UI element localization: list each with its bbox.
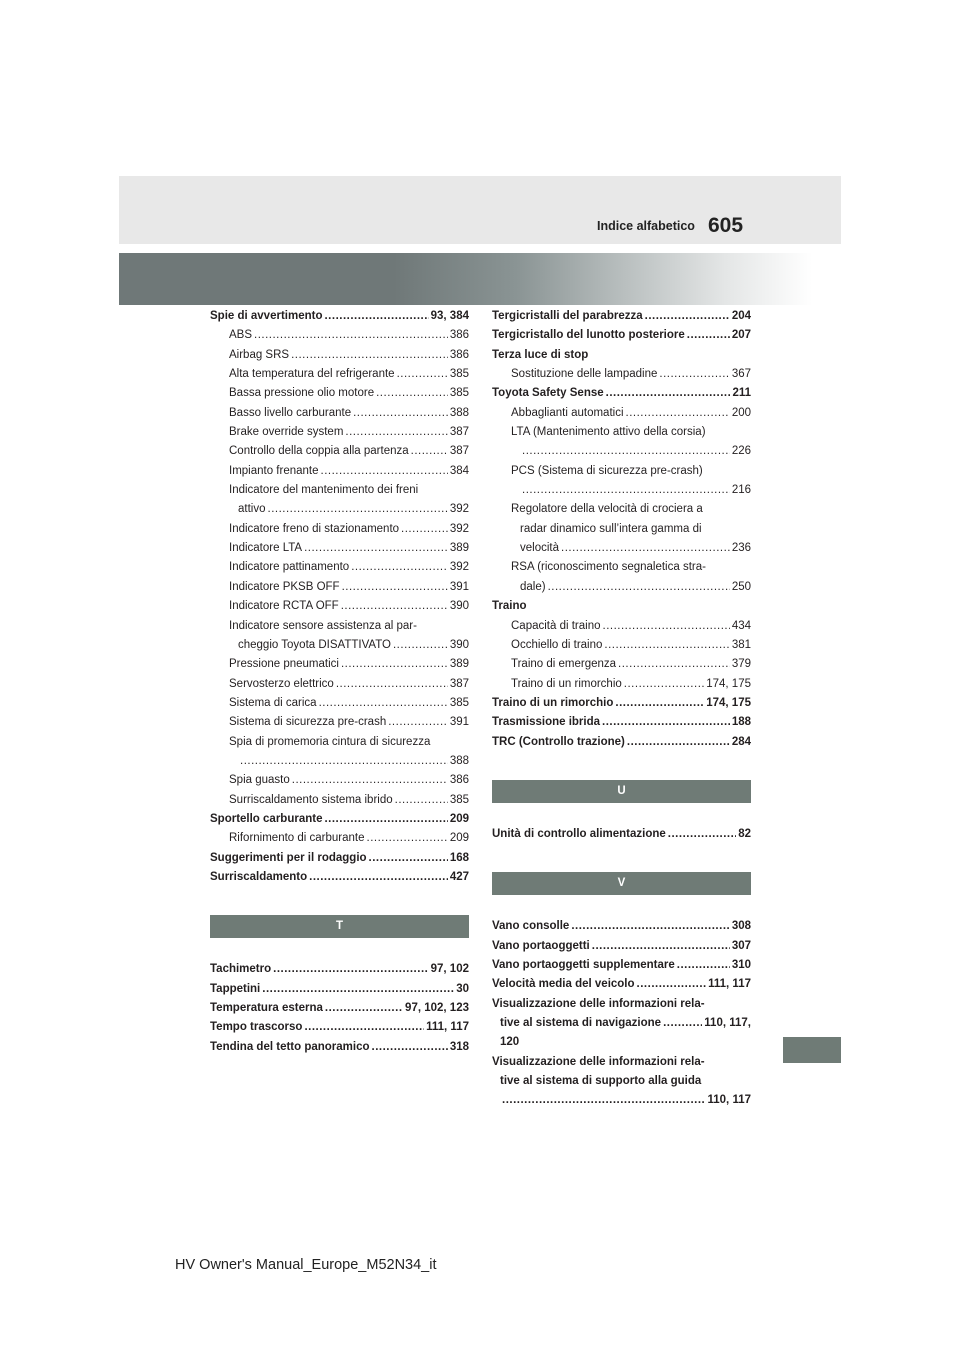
entry-text: Brake override system [229, 426, 344, 439]
dot-leader [604, 636, 729, 655]
page-reference: 392 [449, 561, 469, 574]
dot-leader [268, 500, 448, 519]
dot-leader [627, 733, 730, 752]
index-subentry [210, 520, 469, 539]
index-entry [492, 694, 751, 713]
dot-leader [502, 1091, 706, 1110]
index-subentry [210, 771, 469, 790]
entry-text: cheggio Toyota DISATTIVATO [238, 638, 391, 651]
dot-leader [345, 423, 447, 442]
dot-leader [677, 956, 730, 975]
entry-text: Indicatore freno di stazionamento [229, 522, 400, 535]
page-reference: 387 [449, 677, 469, 690]
index-entry [492, 917, 751, 936]
page-reference: 384 [449, 464, 469, 477]
entry-text: Vano portaoggetti supplementare [492, 958, 675, 971]
entry-text: Sistema di sicurezza pre-crash [229, 716, 387, 729]
dot-leader [240, 752, 448, 771]
dot-leader [342, 578, 448, 597]
page-reference: 188 [731, 716, 751, 729]
index-subentry [492, 655, 751, 674]
entry-text: Traino di un rimorchio [492, 696, 614, 709]
page-reference: 386 [449, 774, 469, 787]
page-reference: 250 [731, 580, 751, 593]
dot-leader [603, 617, 730, 636]
page-reference: 385 [449, 387, 469, 400]
index-entry: Terza luce di stop [492, 348, 589, 361]
entry-text: Tergicristalli del parabrezza [492, 310, 643, 322]
section-header-v: V [492, 872, 751, 895]
dot-leader [561, 539, 730, 558]
index-subentry [210, 539, 469, 558]
index-entry-continuation: radar dinamico sull’intera gamma di [520, 522, 702, 535]
index-entry-continuation: 120 [500, 1036, 520, 1049]
index-entry: Visualizzazione delle informazioni rela- [492, 1055, 705, 1068]
entry-text: Indicatore RCTA OFF [229, 600, 339, 613]
index-subentry [210, 558, 469, 577]
entry-text: Temperatura esterna [210, 1002, 323, 1014]
dot-leader [645, 307, 730, 326]
entry-text: Unità di controllo alimentazione [492, 827, 666, 840]
entry-text: Pressione pneumatici [229, 658, 339, 671]
dot-leader [668, 825, 736, 844]
page-reference: 97, 102 [430, 963, 469, 976]
page-reference: 207 [731, 329, 751, 342]
entry-text: Vano portaoggetti [492, 939, 590, 952]
index-entry [492, 937, 751, 956]
entries-s-group [210, 307, 469, 887]
index-entry-continuation [492, 578, 751, 597]
index-entry [210, 810, 469, 829]
dot-leader [411, 442, 448, 461]
index-entry [210, 307, 469, 326]
index-entry [492, 307, 751, 326]
dot-leader [309, 868, 448, 887]
page-reference: 390 [449, 638, 469, 651]
entry-text: Bassa pressione olio motore [229, 387, 375, 400]
entry-text: Sostituzione delle lampadine [511, 368, 658, 381]
entry-text: Tergicristallo del lunotto posteriore [492, 329, 685, 342]
entry-text: Vano consolle [492, 920, 570, 933]
index-subentry: RSA (riconoscimento segnaletica stra- [511, 561, 706, 574]
page-reference: 204 [731, 310, 751, 322]
page-reference: 385 [449, 696, 469, 709]
dot-leader [324, 810, 447, 829]
entry-text: Surriscaldamento sistema ibrido [229, 793, 393, 806]
index-subentry [210, 655, 469, 674]
page-reference: 388 [449, 406, 469, 419]
entry-text: Airbag SRS [229, 348, 290, 361]
entry-text: Capacità di traino [511, 619, 601, 632]
page-reference: 310 [731, 958, 751, 971]
entries-u-group [492, 825, 751, 844]
entry-text: Indicatore pattinamento [229, 561, 350, 574]
entry-text: Tachimetro [210, 963, 272, 976]
index-entry-continuation [492, 481, 751, 500]
index-subentry [210, 597, 469, 616]
dot-leader [376, 384, 448, 403]
index-entry-continuation: tive al sistema di supporto alla guida [500, 1075, 702, 1087]
dot-leader [548, 578, 730, 597]
entry-text: Traino di emergenza [511, 658, 617, 671]
index-subentry [210, 713, 469, 732]
page-reference: 381 [731, 638, 751, 651]
page-reference: 211 [732, 387, 751, 400]
dot-leader [367, 829, 448, 848]
page-reference: 93, 384 [430, 310, 469, 322]
entry-text: Toyota Safety Sense [492, 387, 604, 400]
header-band [119, 253, 841, 305]
dot-leader [571, 917, 729, 936]
entry-text: Controllo della coppia alla partenza [229, 445, 409, 458]
entry-text: Tendina del tetto panoramico [210, 1040, 370, 1053]
index-subentry [210, 829, 469, 848]
page-reference: 209 [449, 812, 469, 825]
section-header-u: U [492, 780, 751, 803]
entry-text: Abbaglianti automatici [511, 406, 624, 419]
index-subentry [492, 365, 751, 384]
dot-leader [624, 675, 704, 694]
index-subentry [492, 404, 751, 423]
page-reference: 236 [731, 542, 751, 555]
index-column-left [210, 307, 469, 1057]
page-reference: 111, 117 [426, 1021, 469, 1034]
index-entry [492, 956, 751, 975]
page-reference: 226 [731, 445, 751, 458]
entry-text: Surriscaldamento [210, 870, 308, 883]
header-title: Indice alfabetico [597, 219, 695, 233]
index-entry [210, 999, 469, 1018]
entry-text: Trasmissione ibrida [492, 716, 601, 729]
page-reference: 209 [449, 832, 469, 845]
dot-leader [319, 694, 448, 713]
page-reference: 318 [449, 1040, 469, 1053]
page-reference: 386 [449, 348, 469, 361]
dot-leader [292, 771, 448, 790]
index-entry [492, 825, 751, 844]
page-number: 605 [708, 214, 744, 237]
page-reference: 110, 117 [707, 1094, 751, 1107]
index-subentry [210, 442, 469, 461]
entry-text: Rifornimento di carburante [229, 832, 365, 845]
entry-text: Velocità media del veicolo [492, 978, 635, 991]
entry-text: Traino di un rimorchio [511, 677, 622, 690]
page-reference: 385 [449, 793, 469, 806]
entry-text: Indicatore PKSB OFF [229, 580, 340, 593]
entries-t-group [210, 960, 469, 1057]
page-reference: 200 [731, 406, 751, 419]
index-subentry [210, 346, 469, 365]
entries-t-cont-group [492, 307, 751, 752]
page-reference: 389 [449, 542, 469, 555]
index-subentry [210, 423, 469, 442]
entry-text: Spia guasto [229, 774, 290, 787]
dot-leader [522, 481, 730, 500]
entry-text: dale) [520, 580, 546, 593]
page-reference: 387 [449, 426, 469, 439]
page-reference: 385 [449, 368, 469, 381]
index-subentry: LTA (Mantenimento attivo della corsia) [511, 426, 706, 439]
index-subentry [210, 578, 469, 597]
index-subentry [210, 365, 469, 384]
dot-leader [592, 937, 730, 956]
dot-leader [618, 655, 730, 674]
index-entry-continuation [492, 539, 751, 558]
index-subentry [492, 617, 751, 636]
entry-text: tive al sistema di navigazione [500, 1016, 662, 1029]
index-subentry [492, 636, 751, 655]
page-reference: 30 [456, 982, 469, 995]
dot-leader [687, 326, 730, 345]
index-subentry: PCS (Sistema di sicurezza pre-crash) [511, 464, 703, 477]
page-reference: 389 [449, 658, 469, 671]
dot-leader [341, 655, 448, 674]
index-entry-continuation [492, 1091, 751, 1110]
index-entry [492, 326, 751, 345]
entry-text: Suggerimenti per il rodaggio [210, 851, 367, 864]
dot-leader [395, 791, 448, 810]
index-column-right [492, 307, 751, 1111]
footer-text: HV Owner's Manual_Europe_M52N34_it [175, 1257, 437, 1273]
entry-text: Servosterzo elettrico [229, 677, 334, 690]
dot-leader [626, 404, 730, 423]
entry-text: TRC (Controllo trazione) [492, 735, 625, 748]
index-entry [210, 960, 469, 979]
dot-leader [273, 960, 428, 979]
dot-leader [321, 462, 448, 481]
section-header-t: T [210, 915, 469, 938]
entry-text: Tempo trascorso [210, 1021, 303, 1034]
page-reference: 284 [731, 735, 751, 748]
index-subentry [210, 694, 469, 713]
page-reference: 216 [731, 484, 751, 497]
index-entry [492, 975, 751, 994]
entry-text: Alta temperatura del refrigerante [229, 368, 395, 381]
dot-leader [262, 980, 454, 999]
dot-leader [291, 346, 448, 365]
dot-leader [637, 975, 707, 994]
entry-text: Basso livello carburante [229, 406, 352, 419]
entry-text: Occhiello di traino [511, 638, 603, 651]
entry-text: Spie di avvertimento [210, 310, 323, 322]
page-reference: 390 [449, 600, 469, 613]
index-entry-continuation [210, 752, 469, 771]
dot-leader [397, 365, 448, 384]
dot-leader [336, 675, 448, 694]
dot-leader [615, 694, 704, 713]
entry-text: Tappetini [210, 982, 261, 995]
index-entry [210, 868, 469, 887]
page-reference: 386 [449, 329, 469, 342]
dot-leader [341, 597, 448, 616]
page-reference: 388 [449, 754, 469, 767]
page-reference: 82 [738, 827, 751, 840]
page-reference: 97, 102, 123 [405, 1002, 469, 1014]
index-subentry: Indicatore sensore assistenza al par- [229, 619, 417, 632]
thumb-index-tab [783, 1037, 841, 1063]
index-entry [492, 733, 751, 752]
index-entry [492, 384, 751, 403]
entry-text: ABS [229, 329, 253, 342]
entry-text: Sportello carburante [210, 812, 323, 825]
dot-leader [304, 1018, 424, 1037]
dot-leader [393, 636, 448, 655]
index-entry [210, 1018, 469, 1037]
index-entry [210, 1038, 469, 1057]
index-entry [210, 849, 469, 868]
dot-leader [663, 1014, 702, 1033]
index-subentry [210, 462, 469, 481]
page-reference: 307 [731, 939, 751, 952]
index-entry-continuation [210, 636, 469, 655]
dot-leader [304, 539, 448, 558]
page-reference: 111, 117 [708, 978, 751, 991]
index-subentry [210, 384, 469, 403]
entry-text: attivo [238, 503, 266, 516]
page-reference: 434 [731, 619, 751, 632]
entry-text: Sistema di carica [229, 696, 317, 709]
dot-leader [369, 849, 448, 868]
index-entry: Traino [492, 600, 527, 613]
dot-leader [606, 384, 731, 403]
dot-leader [401, 520, 448, 539]
dot-leader [353, 404, 448, 423]
entry-text: Impianto frenante [229, 464, 319, 477]
index-entry [210, 980, 469, 999]
index-entry-continuation [210, 500, 469, 519]
dot-leader [351, 558, 448, 577]
dot-leader [325, 999, 403, 1018]
page-reference: 392 [449, 503, 469, 516]
dot-leader [388, 713, 448, 732]
dot-leader [659, 365, 729, 384]
page-reference: 387 [449, 445, 469, 458]
index-subentry [492, 675, 751, 694]
page-reference: 391 [449, 580, 469, 593]
index-subentry [210, 326, 469, 345]
index-subentry: Indicatore del mantenimento dei freni [229, 484, 419, 497]
index-subentry: Spia di promemoria cintura di sicurezza [229, 735, 431, 748]
page-reference: 391 [449, 716, 469, 729]
dot-leader [324, 307, 428, 326]
index-entry-continuation [492, 442, 751, 461]
page-reference: 110, 117, [704, 1016, 751, 1029]
page-reference: 168 [449, 851, 469, 864]
page-reference: 427 [449, 870, 469, 883]
page-reference: 174, 175 [706, 677, 751, 690]
index-subentry [210, 675, 469, 694]
dot-leader [522, 442, 730, 461]
dot-leader [372, 1038, 448, 1057]
index-entry-continuation [492, 1014, 751, 1033]
entries-v-group [492, 917, 751, 1110]
dot-leader [254, 326, 448, 345]
index-subentry: Regolatore della velocità di crociera a [511, 503, 703, 516]
page-reference: 174, 175 [706, 696, 751, 709]
page-reference: 308 [731, 920, 751, 933]
dot-leader [602, 713, 730, 732]
index-entry [492, 713, 751, 732]
index-subentry [210, 404, 469, 423]
entry-text: Indicatore LTA [229, 542, 303, 555]
index-entry: Visualizzazione delle informazioni rela- [492, 997, 705, 1010]
page-reference: 379 [731, 658, 751, 671]
entry-text: velocità [520, 542, 559, 555]
page-reference: 392 [449, 522, 469, 535]
page-reference: 367 [731, 368, 751, 381]
index-subentry [210, 791, 469, 810]
